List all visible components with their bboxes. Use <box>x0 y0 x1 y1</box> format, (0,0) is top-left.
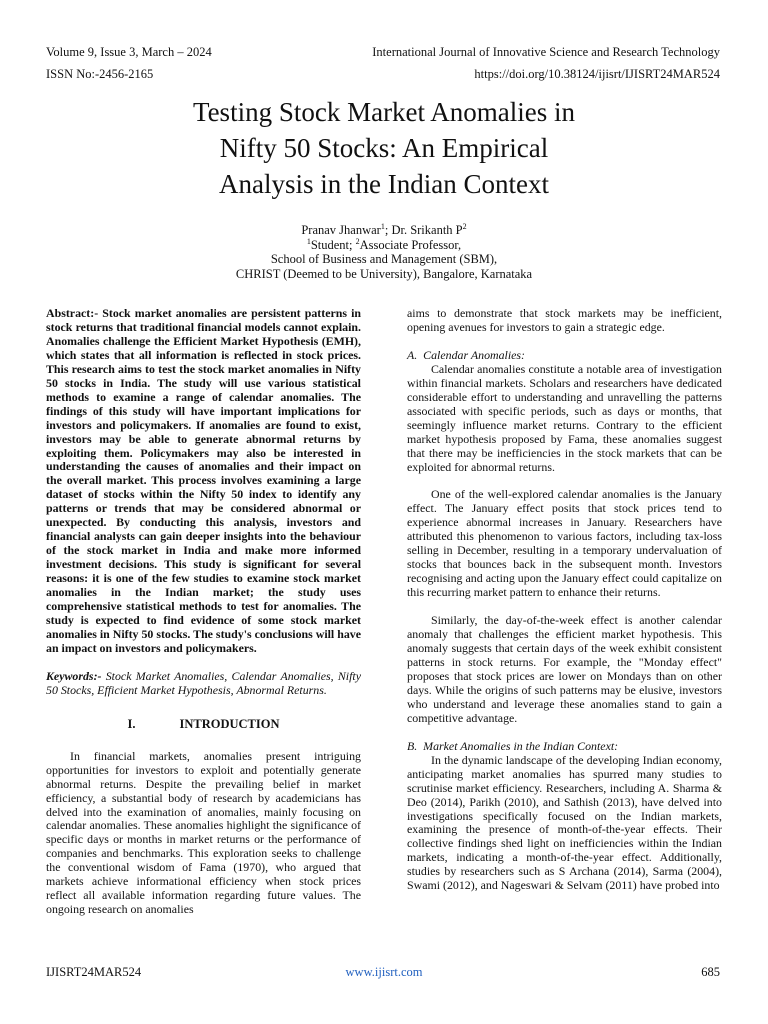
footer-paper-id: IJISRT24MAR524 <box>46 965 142 979</box>
calendar-paragraph-3: Similarly, the day-of-the-week effect is another calendar anomaly that challenges the efficient market hypothesis. This anomaly suggests that certain days of the week exhibit consistent patterns in stock returns. For example, the "Monday effect" proposes that stock prices are lower on Mondays than on other days. While the origins of such patterns may be elusive, investors who understand and leverage these anomalies stand to gain a competitive advantage. <box>407 613 722 725</box>
paper-title <box>0 94 768 202</box>
author-1: Pranav Jhanwar <box>301 223 381 237</box>
subsection-calendar-anomalies: A. Calendar Anomalies: <box>407 347 526 362</box>
right-column <box>407 307 722 893</box>
volume-info: Volume 9, Issue 3, March – 2024 <box>46 45 212 59</box>
journal-name: International Journal of Innovative Science and Research Technology <box>372 45 720 59</box>
calendar-paragraph-2: One of the well-explored calendar anomalies is the January effect. The January effect posits that stock prices tend to experience abnormal increases in January. Researchers have attributed this phenomenon to various factors, including tax-loss selling in December, resulting in a temporary undervaluation of stocks that bounces back in the subsequent month. Investors recognising and acting upon the January effect could capitalize on this recurring market pattern to enhance their returns. <box>407 487 722 600</box>
indian-context-paragraph: In the dynamic landscape of the developing Indian economy, anticipating market anomalies has spurred many studies to scrutinise market efficiency. Researchers, including A. Sharma & Deo (2014), Parikh (2010), and Sathish (2013), have delved into investigations specifically focused on the Indian markets, examining the presence of month-of-the-year effects. Their collective findings shed light on inefficiencies within the Indian markets, indicating a month-of-the-year effect. Additionally, studies by researchers such as S Archana (2014), Sarma (2004), Swami (2012), and Nageswari & Selvam (2011) have probed into <box>407 752 722 893</box>
keywords-text: Stock Market Anomalies, Calendar Anomalies, Nifty 50 Stocks, Efficient Market Hypothesis, Abnormal Returns. <box>46 668 361 697</box>
keywords <box>46 670 361 698</box>
author-block <box>0 223 768 281</box>
page-number: 685 <box>701 965 720 979</box>
doi-link[interactable]: https://doi.org/10.38124/ijisrt/IJISRT24MAR524 <box>474 67 720 81</box>
subsection-indian-context: B. Market Anomalies in the Indian Context: <box>407 738 619 753</box>
continued-paragraph: aims to demonstrate that stock markets may be inefficient, opening avenues for investors to gain a strategic edge. <box>407 306 722 334</box>
author-roles: $^1$Student; $^2$Associate Professor, <box>306 236 462 252</box>
university-affiliation: CHRIST (Deemed to be University), Bangalore, Karnataka <box>235 266 533 281</box>
section-number: I. <box>127 716 136 731</box>
author-names: Pranav Jhanwar$^1$; Dr. Srikanth $P^2$ <box>301 221 467 237</box>
issn: ISSN No:-2456-2165 <box>46 67 154 81</box>
author-2: ; Dr. Srikanth P <box>384 223 463 237</box>
title-line-1: Testing Stock Market Anomalies in <box>192 97 576 127</box>
section-title: INTRODUCTION <box>179 716 280 731</box>
abstract: Abstract:- Stock market anomalies are persistent patterns in stock returns that traditional financial models cannot explain. Anomalies challenge the Efficient Market Hypothesis (EMH), which states that all information is reflected in stock prices. This research aims to test the stock market anomalies in Nifty 50 stocks in India. The study will use various statistical methods to examine a range of calendar anomalies. The findings of this study will have important implications for investors and policymakers. If anomalies are found to exist, investors may be able to generate abnormal returns by exploiting them. Policymakers may also be interested in understanding the causes of anomalies and their impact on the overall market. This process involves examining a large dataset of stocks within the Nifty 50 index to identify any patterns or trends that may be considered abnormal or unexpected. By conducting this analysis, investors and financial analysts can gain deeper insights into the behaviour of the stock market in India and make more informed investment decisions. This study is significant for several reasons: it is one of the few studies to examine stock market anomalies in the Indian market; the study uses comprehensive statistical methods to test for anomalies. The study is expected to find evidence of some stock market anomalies in Nifty 50 stocks. The study's conclusions will have an impact on investors and policymakers. <box>46 306 361 655</box>
title-line-2: Nifty 50 Stocks: An Empirical <box>219 133 549 163</box>
keywords-label: Keywords:- <box>46 668 106 683</box>
intro-paragraph: In financial markets, anomalies present intriguing opportunities for investors to exploit and potentially generate abnormal returns. Despite the prevailing belief in market efficiency, a substantial body of research by academicians has delved into the examination of anomalies, mainly focusing on calendar anomalies. These anomalies highlight the significance of specific days or months in market returns or the performance of companies and benchmarks. This exploration seeks to challenge the conventional wisdom of Fama (1970), who argued that markets achieve informational efficiency when stock prices reflect all available information regarding future values. The ongoing research on anomalies <box>46 748 361 917</box>
school-affiliation: School of Business and Management (SBM), <box>270 252 498 266</box>
left-column <box>46 307 361 917</box>
title-line-3: Analysis in the Indian Context <box>219 169 549 199</box>
section-heading-introduction <box>46 718 361 732</box>
calendar-paragraph-1: Calendar anomalies constitute a notable area of investigation within financial markets. Scholars and researchers have dedicated considerable effort to understanding and unravelling the patterns associated with specific periods, such as days or months, that seemingly influence market returns. Contrary to the efficient market hypothesis proposed by Fama, these anomalies suggest that there may be inefficiencies in the stock markets that can be exploited for abnormal returns. <box>407 361 722 474</box>
footer-website-link[interactable]: www.ijisrt.com <box>345 965 423 979</box>
